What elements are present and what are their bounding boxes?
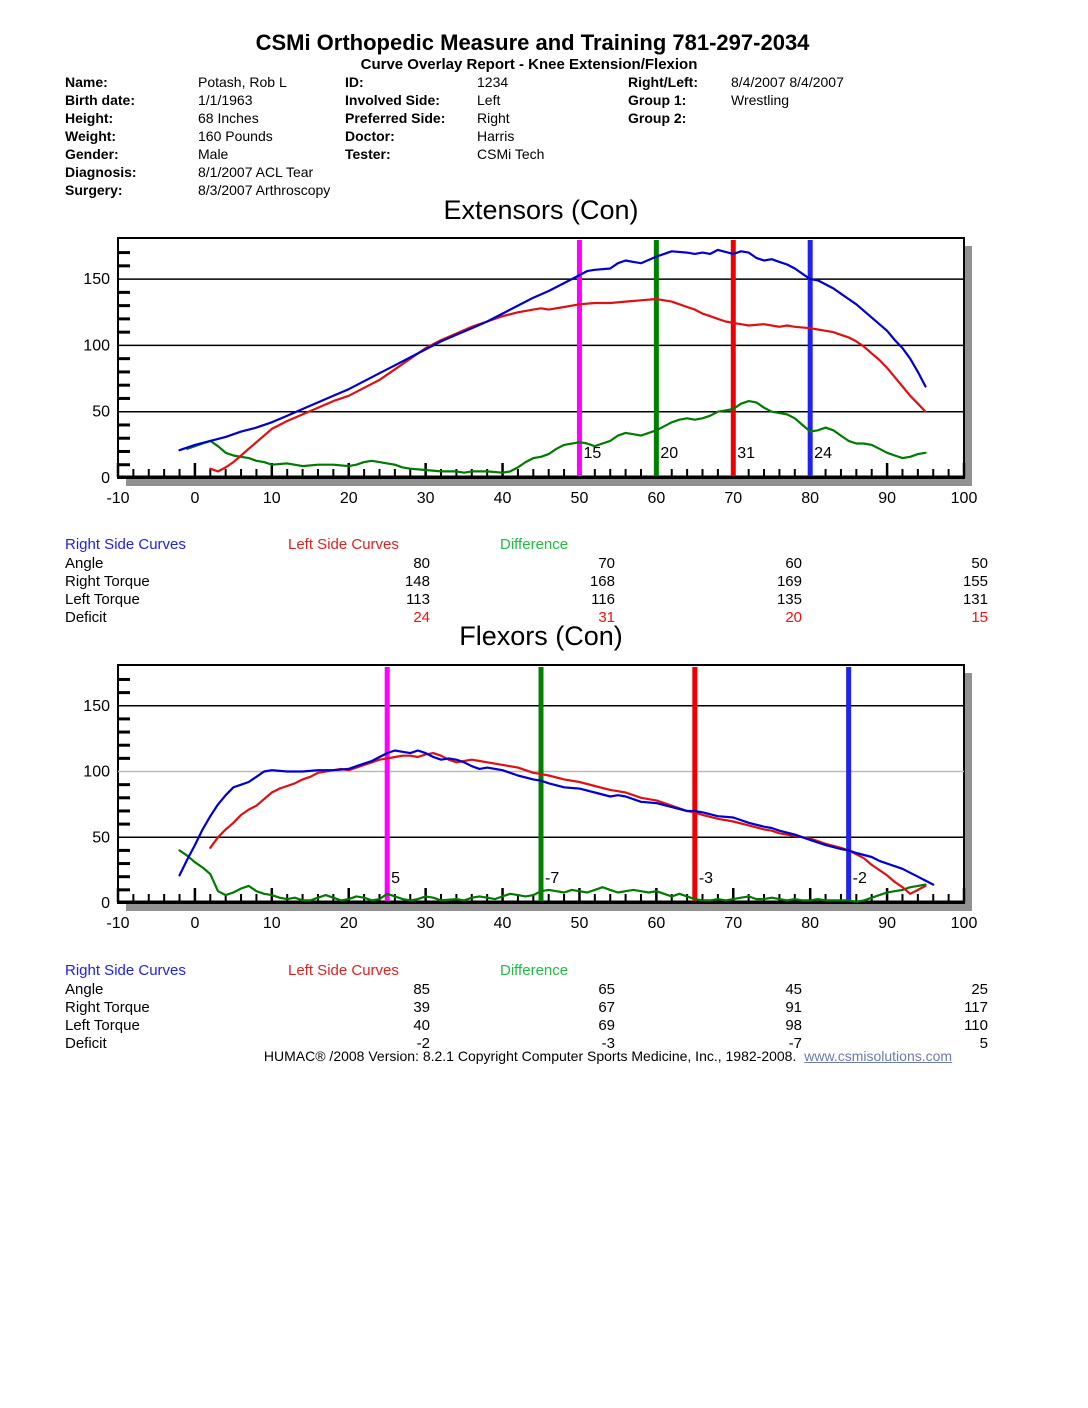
table-cell: 15 [971,609,988,626]
table-row-label: Deficit [65,609,107,626]
info-label: Name: [65,74,108,90]
info-label: Birth date: [65,92,135,108]
patient-info [0,73,1088,203]
table-cell: 20 [785,609,802,626]
table-cell: 50 [971,555,988,572]
info-label: Diagnosis: [65,164,137,180]
x-tick-label: 80 [801,915,820,932]
table-legend-right: Right Side Curves [65,962,186,979]
table-cell: 98 [785,1017,802,1034]
marker-label: 24 [814,445,832,462]
y-tick-label: 100 [83,763,110,781]
x-tick-label: -10 [106,490,130,507]
x-tick-label: 90 [878,915,896,932]
x-tick-label: 30 [416,915,435,932]
flexors-chart-title: Flexors (Con) [459,621,623,651]
table-cell: 116 [591,591,615,608]
x-tick-label: 40 [493,490,512,507]
report-footer [128,1048,1088,1064]
info-value: Left [477,92,501,108]
info-label: Right/Left: [628,74,698,90]
table-cell: 148 [404,573,430,590]
x-tick-label: 10 [262,915,281,932]
footer-link[interactable]: www.csmisolutions.com [804,1048,953,1064]
extensors-table [65,536,988,631]
table-row-label: Right Torque [65,999,150,1016]
marker-label: 31 [737,445,756,462]
table-row-label: Deficit [65,1035,107,1052]
y-tick-label: 150 [83,697,110,715]
x-tick-label: 70 [724,915,743,932]
table-cell: 155 [962,573,988,590]
info-row [65,163,313,181]
table-cell: -2 [416,1035,430,1052]
table-legend-difference: Difference [500,962,569,979]
info-label: Surgery: [65,182,123,198]
table-legend-left: Left Side Curves [288,962,399,979]
x-tick-label: 60 [647,490,666,507]
table-cell: 40 [413,1017,430,1034]
x-tick-label: 20 [339,915,358,932]
info-label: ID: [345,74,364,90]
y-tick-label: 0 [101,895,110,912]
marker-label: 20 [660,445,679,462]
info-row [628,91,789,109]
x-tick-label: 100 [950,490,978,507]
x-tick-label: 60 [647,915,666,932]
x-tick-label: 0 [190,915,200,932]
table-row-label: Angle [65,981,104,998]
table-cell: 169 [776,573,802,590]
table-legend-difference: Difference [500,536,569,553]
info-value: Wrestling [731,92,790,108]
info-label: Involved Side: [345,92,440,108]
table-cell: 113 [406,591,430,608]
table-cell: -7 [788,1035,802,1052]
info-value: CSMi Tech [477,146,545,162]
table-cell: 85 [413,981,430,998]
x-tick-label: 30 [416,490,435,507]
info-label: Group 2: [628,110,687,126]
y-tick-label: 0 [101,470,110,487]
table-row-label: Left Torque [65,1017,140,1034]
info-row [628,109,731,127]
report-subtitle: Curve Overlay Report - Knee Extension/Flexion [360,56,698,73]
info-row [628,73,844,91]
table-legend-left: Left Side Curves [288,536,399,553]
x-tick-label: 50 [570,490,589,507]
marker-label: -2 [852,870,867,887]
info-row [65,109,259,127]
x-tick-label: 0 [190,490,200,507]
info-value: Male [198,146,229,162]
table-row-label: Angle [65,555,104,572]
info-row [65,91,253,109]
x-tick-label: 40 [493,915,512,932]
table-cell: 67 [598,999,615,1016]
info-row [345,91,500,109]
plot-border [118,238,964,478]
info-label: Group 1: [628,92,687,108]
info-row [345,109,510,127]
info-label: Doctor: [345,128,395,144]
info-value: 160 Pounds [198,128,273,144]
x-tick-label: 80 [801,490,820,507]
info-value: 1/1/1963 [198,92,253,108]
y-tick-label: 100 [83,337,110,355]
info-row [345,73,508,91]
extensors-chart-title: Extensors (Con) [443,195,639,225]
table-cell: 91 [785,999,802,1016]
marker-label: 5 [391,870,401,887]
x-tick-label: -10 [106,915,130,932]
table-cell: 70 [598,555,615,572]
table-cell: 5 [979,1035,988,1052]
info-row [65,127,273,145]
marker-label: -3 [698,870,714,887]
table-cell: 69 [598,1017,615,1034]
table-cell: 25 [971,981,988,998]
marker-label: -7 [545,870,560,887]
table-cell: 31 [598,609,615,626]
info-label: Weight: [65,128,117,144]
table-cell: 65 [598,981,615,998]
table-row-label: Left Torque [65,591,140,608]
footer-copyright: HUMAC® /2008 Version: 8.2.1 Copyright Computer Sports Medicine, Inc., 1982-2008. [263,1048,797,1064]
info-row [65,145,228,163]
table-cell: 168 [589,573,615,590]
info-value: 8/3/2007 Arthroscopy [198,182,331,198]
x-tick-label: 70 [724,490,743,507]
info-row [65,73,287,91]
y-tick-label: 50 [92,829,110,847]
x-tick-label: 10 [262,490,281,507]
flexors-chart [70,653,1010,945]
table-cell: 60 [785,555,802,572]
info-value: Potash, Rob L [198,74,287,90]
info-value: Right [477,110,510,126]
table-cell: 117 [964,999,988,1016]
table-cell: -3 [601,1035,615,1052]
y-tick-label: 150 [83,271,110,289]
info-value: Harris [477,128,515,144]
table-cell: 135 [776,591,802,608]
info-row [345,127,514,145]
extensors-chart [70,226,1010,522]
table-cell: 110 [964,1017,988,1034]
table-row-label: Right Torque [65,573,150,590]
flexors-table [65,962,988,1057]
table-cell: 24 [413,609,430,626]
y-tick-label: 50 [92,403,110,421]
info-value: 1234 [477,74,509,90]
x-tick-label: 90 [878,490,896,507]
info-value: 8/4/2007 8/4/2007 [731,74,844,90]
table-cell: 45 [785,981,802,998]
info-label: Preferred Side: [345,110,446,126]
info-value: 8/1/2007 ACL Tear [198,164,314,180]
table-cell: 80 [413,555,430,572]
info-label: Height: [65,110,114,126]
info-label: Tester: [345,146,391,162]
info-label: Gender: [65,146,119,162]
table-cell: 131 [962,591,988,608]
table-cell: 39 [413,999,430,1016]
report-title: CSMi Orthopedic Measure and Training 781-297-2034 [255,30,810,55]
marker-label: 15 [583,445,602,462]
table-legend-right: Right Side Curves [65,536,186,553]
info-value: 68 Inches [198,110,259,126]
x-tick-label: 20 [339,490,358,507]
x-tick-label: 50 [570,915,589,932]
info-row [345,145,544,163]
x-tick-label: 100 [950,915,978,932]
